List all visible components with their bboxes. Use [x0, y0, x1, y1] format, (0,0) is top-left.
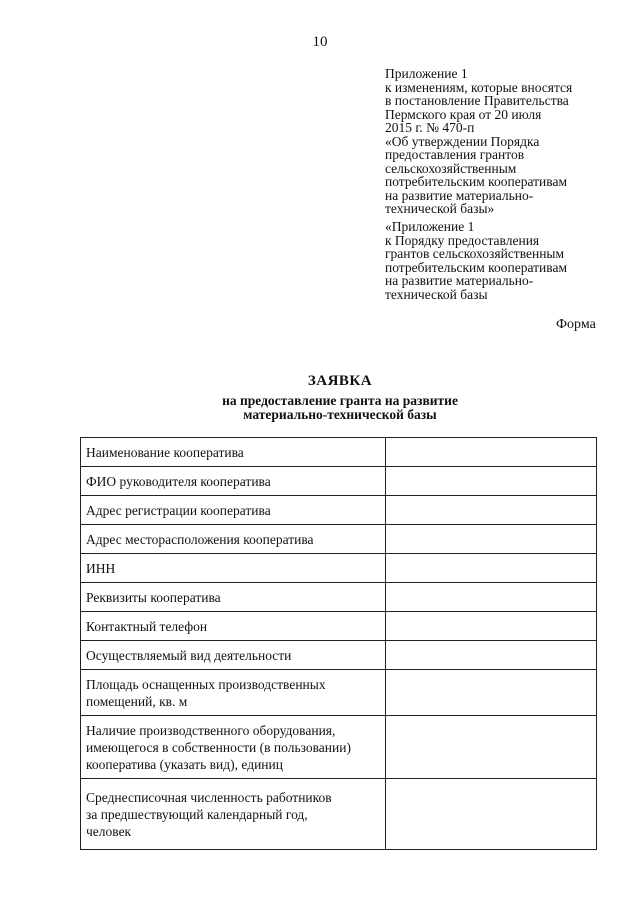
row-label-cell [81, 583, 386, 612]
row-value-cell[interactable] [386, 779, 597, 850]
row-label-cell [81, 525, 386, 554]
row-label-line: за предшествующий календарный год, [86, 806, 308, 822]
row-label-line: Осуществляемый вид деятельности [86, 647, 292, 663]
form-label: Форма [556, 317, 596, 332]
subtitle-line: материально-технической базы [243, 407, 437, 422]
row-label-line: кооператива (указать вид), единиц [86, 756, 283, 772]
appendix-2-line: к Порядку предоставления [385, 232, 540, 248]
table-row [81, 612, 597, 641]
page-number: 10 [312, 34, 328, 50]
row-label-line: ФИО руководителя кооператива [86, 473, 271, 489]
row-label-cell [81, 612, 386, 641]
appendix-2-line: потребительским кооперативам [385, 259, 568, 275]
row-label-cell [81, 496, 386, 525]
appendix-1-line: технической базы» [385, 201, 495, 216]
document-subtitle [0, 394, 640, 422]
row-label-line: Контактный телефон [86, 618, 208, 634]
table-row [81, 496, 597, 525]
appendix-1-block [385, 67, 630, 216]
row-label-line: Среднесписочная численность работников [86, 789, 332, 805]
row-label-line: Наименование кооператива [86, 444, 244, 460]
row-label-cell [81, 438, 386, 467]
appendix-1-line: сельскохозяйственным [385, 160, 517, 176]
row-label-cell [81, 641, 386, 670]
table-row [81, 670, 597, 716]
table-row [81, 779, 597, 850]
appendix-2-line: технической базы [385, 286, 488, 302]
appendix-2-line: на развитие материально- [385, 273, 534, 288]
row-value-cell[interactable] [386, 716, 597, 779]
row-value-cell[interactable] [386, 525, 597, 554]
appendix-1-line: 2015 г. № 470-п [385, 120, 475, 135]
row-label-cell [81, 554, 386, 583]
row-value-cell[interactable] [386, 467, 597, 496]
row-label-line: человек [86, 823, 132, 839]
appendix-1-line: «Об утверждении Порядка [385, 133, 540, 149]
row-label-line: имеющегося в собственности (в пользовании) [86, 739, 351, 755]
row-label-cell [81, 716, 386, 779]
row-label-line: ИНН [86, 560, 116, 576]
application-table [80, 437, 597, 850]
row-value-cell[interactable] [386, 438, 597, 467]
row-value-cell[interactable] [386, 612, 597, 641]
table-row [81, 583, 597, 612]
appendix-1-line: предоставления грантов [385, 147, 525, 162]
table-row [81, 438, 597, 467]
appendix-1-line: Пермского края от 20 июля [385, 106, 542, 122]
subtitle-line: на предоставление гранта на развитие [222, 393, 458, 408]
row-label-line: Наличие производственного оборудования, [86, 722, 336, 738]
appendix-2-block [385, 220, 630, 301]
table-row [81, 716, 597, 779]
appendix-1-line: к изменениям, которые вносятся [385, 79, 573, 95]
appendix-1-line: потребительским кооперативам [385, 174, 568, 189]
row-label-cell [81, 467, 386, 496]
table-row [81, 525, 597, 554]
row-value-cell[interactable] [386, 496, 597, 525]
appendix-1-line: на развитие материально- [385, 187, 534, 203]
appendix-2-line: грантов сельскохозяйственным [385, 246, 565, 261]
appendix-1-line: Приложение 1 [385, 66, 468, 81]
row-label-line: Адрес регистрации кооператива [86, 502, 271, 518]
row-value-cell[interactable] [386, 554, 597, 583]
row-value-cell[interactable] [386, 670, 597, 716]
table-row [81, 641, 597, 670]
row-label-cell [81, 670, 386, 716]
table-row [81, 467, 597, 496]
row-label-line: Реквизиты кооператива [86, 589, 221, 605]
table-row [81, 554, 597, 583]
row-label-line: помещений, кв. м [86, 693, 188, 709]
appendix-1-line: в постановление Правительства [385, 93, 569, 108]
row-label-line: Адрес месторасположения кооператива [86, 531, 314, 547]
appendix-2-line: «Приложение 1 [385, 219, 475, 234]
row-label-line: Площадь оснащенных производственных [86, 676, 326, 692]
row-label-cell [81, 779, 386, 850]
row-value-cell[interactable] [386, 583, 597, 612]
row-value-cell[interactable] [386, 641, 597, 670]
document-title: ЗАЯВКА [307, 373, 373, 389]
